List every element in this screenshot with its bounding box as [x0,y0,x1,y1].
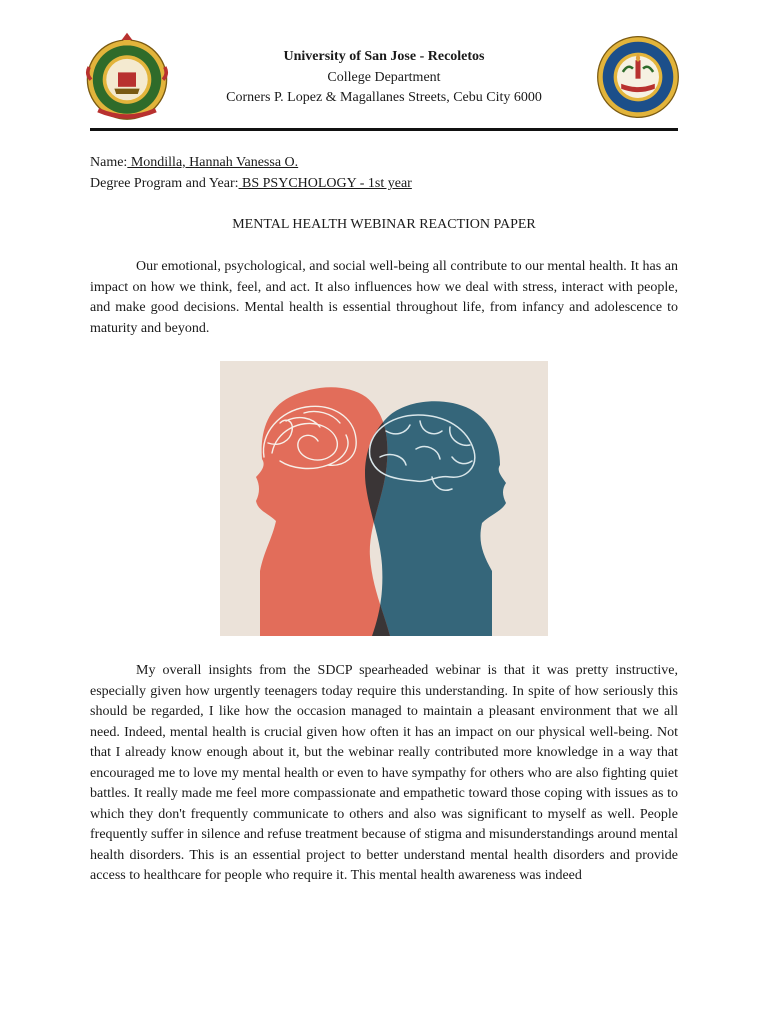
college-seal-icon [596,35,680,119]
header-divider [90,128,678,131]
letterhead [180,47,588,109]
two-heads-brain-icon [220,361,548,636]
name-value: Mondilla, Hannah Vanessa O. [127,155,299,170]
student-name-line [90,153,298,173]
university-address: Corners P. Lopez & Magallanes Streets, Cebu City 6000 [226,90,542,105]
name-label: Name: [90,155,128,170]
program-label: Degree Program and Year: [90,176,239,191]
university-seal-logo [82,31,172,121]
college-of-education-seal-logo [596,35,680,119]
body-paragraph: My overall insights from the SDCP spearheaded webinar is that it was pretty instructive, especially given how urgently teenagers today require this understanding. In spite of how seriously this should be regarded, I like how the occasion managed to maintain a pleasant environment that we all need. Indeed, mental health is crucial given how often it has an impact on our physical well-being. Not that I already know enough about it, but the webinar really contributed more knowledge in a way that encouraged me to love my mental health or even to have sympathy for others who are also fighting quiet battles. It really made me feel more compassionate and empathetic toward those coping with issues as to which they don't frequently communicate to others and also was significant to myself as well. People frequently suffer in silence and refuse treatment because of stigma and misunderstandings around mental health disorders. This is an essential project to better understand mental health disorders and provide access to healthcare for people who require it. This mental health awareness was indeed [90,663,678,883]
university-name: University of San Jose - Recoletos [283,49,485,64]
body-paragraph: Our emotional, psychological, and social well-being all contribute to our mental health. It has an impact on how we think, feel, and act. It also influences how we deal with stress, interact with people, and make good decisions. Mental health is essential throughout life, from infancy and adolescence to maturity and beyond. [90,259,678,336]
university-seal-icon [82,31,172,121]
department-name: College Department [327,69,441,85]
degree-program-line [90,174,412,194]
mental-health-illustration [220,361,548,636]
program-value: BS PSYCHOLOGY - 1st year [238,176,412,191]
paper-title: MENTAL HEALTH WEBINAR REACTION PAPER [232,217,536,232]
